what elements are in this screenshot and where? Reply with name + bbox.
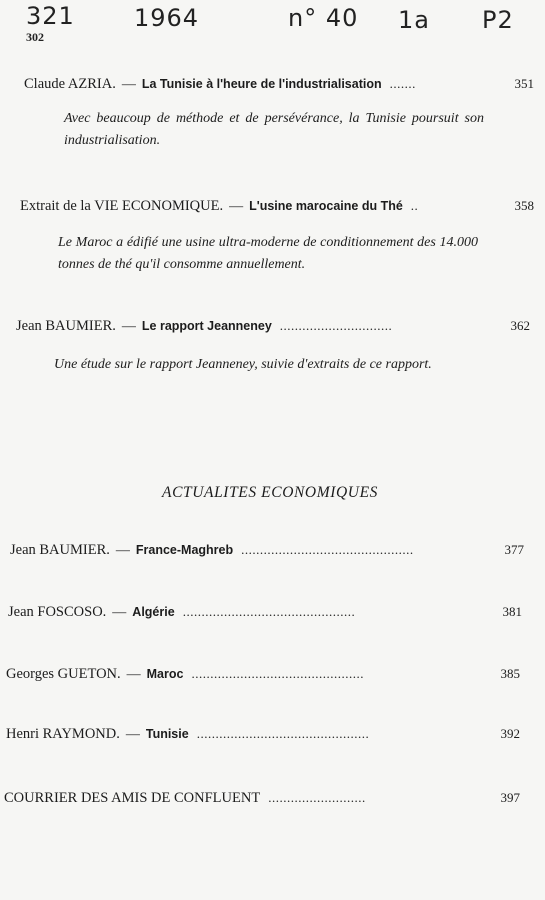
handwritten-note: 1a (398, 6, 430, 34)
toc-entry-courrier (4, 790, 520, 807)
courrier-page: 397 (500, 790, 520, 805)
entry-page: 362 (510, 318, 530, 333)
dot-leader: .............................................. (241, 542, 414, 557)
toc-entry-tunisie (6, 726, 520, 743)
entry-author: Claude AZRIA. (24, 76, 116, 92)
entry-author: Jean FOSCOSO. (8, 604, 107, 620)
dot-leader: .............................................. (191, 666, 364, 681)
entry-page: 392 (500, 726, 520, 741)
toc-entry-vie-economique (20, 198, 534, 215)
entry-dash: — (125, 727, 140, 742)
entry-dash: — (121, 319, 136, 334)
toc-entry-algerie (8, 604, 522, 621)
entry-title: Maroc (146, 667, 184, 681)
toc-entry-maroc (6, 666, 520, 683)
page-number: 302 (26, 30, 44, 44)
entry-title: Algérie (132, 605, 175, 619)
entry-page: 358 (514, 198, 534, 213)
entry-description: Avec beaucoup de méthode et de persévérance, la Tunisie poursuit son industrialisation. (64, 111, 484, 148)
entry-page: 381 (502, 604, 522, 619)
entry-page: 377 (504, 542, 524, 557)
dot-leader: .............................. (279, 318, 393, 333)
handwritten-ref-1: 321 (26, 2, 75, 30)
entry-page: 351 (514, 76, 534, 91)
entry-description: Le Maroc a édifié une usine ultra-moderne de conditionnement des 14.000 tonnes de thé qu'il consomme annuellement. (58, 235, 478, 272)
entry-dash: — (121, 77, 136, 92)
entry-title: Tunisie (145, 727, 189, 741)
courrier-title: COURRIER DES AMIS DE CONFLUENT (4, 790, 261, 806)
entry-dash: — (126, 667, 141, 682)
entry-title: France-Maghreb (135, 543, 234, 557)
entry-title: Le rapport Jeanneney (141, 319, 272, 333)
handwritten-issue: n° 40 (288, 4, 359, 32)
entry-title: La Tunisie à l'heure de l'industrialisation (141, 77, 382, 91)
toc-entry-baumier-jeanneney (16, 318, 530, 335)
entry-dash: — (115, 543, 130, 558)
dot-leader: .............................................. (196, 726, 370, 741)
dot-leader: .............................................. (182, 604, 356, 619)
section-title: ACTUALITES ECONOMIQUES (162, 484, 378, 501)
entry-title: L'usine marocaine du Thé (249, 199, 403, 213)
entry-dash: — (229, 199, 244, 214)
entry-author: Extrait de la VIE ECONOMIQUE. (20, 198, 224, 214)
entry-author: Jean BAUMIER. (16, 318, 116, 334)
dot-leader: .......................... (268, 790, 366, 805)
entry-dash: — (112, 605, 127, 620)
toc-entry-azria (24, 76, 534, 93)
entry-author: Henri RAYMOND. (6, 726, 120, 742)
entry-page: 385 (500, 666, 520, 681)
handwritten-code: P2 (482, 6, 514, 34)
entry-author: Jean BAUMIER. (10, 542, 110, 558)
dot-leader: .. (410, 198, 419, 213)
handwritten-year: 1964 (134, 4, 200, 32)
toc-entry-france-maghreb (10, 542, 524, 559)
dot-leader: ....... (389, 76, 416, 91)
entry-description: Une étude sur le rapport Jeanneney, suivie d'extraits de ce rapport. (54, 357, 432, 372)
entry-author: Georges GUETON. (6, 666, 121, 682)
